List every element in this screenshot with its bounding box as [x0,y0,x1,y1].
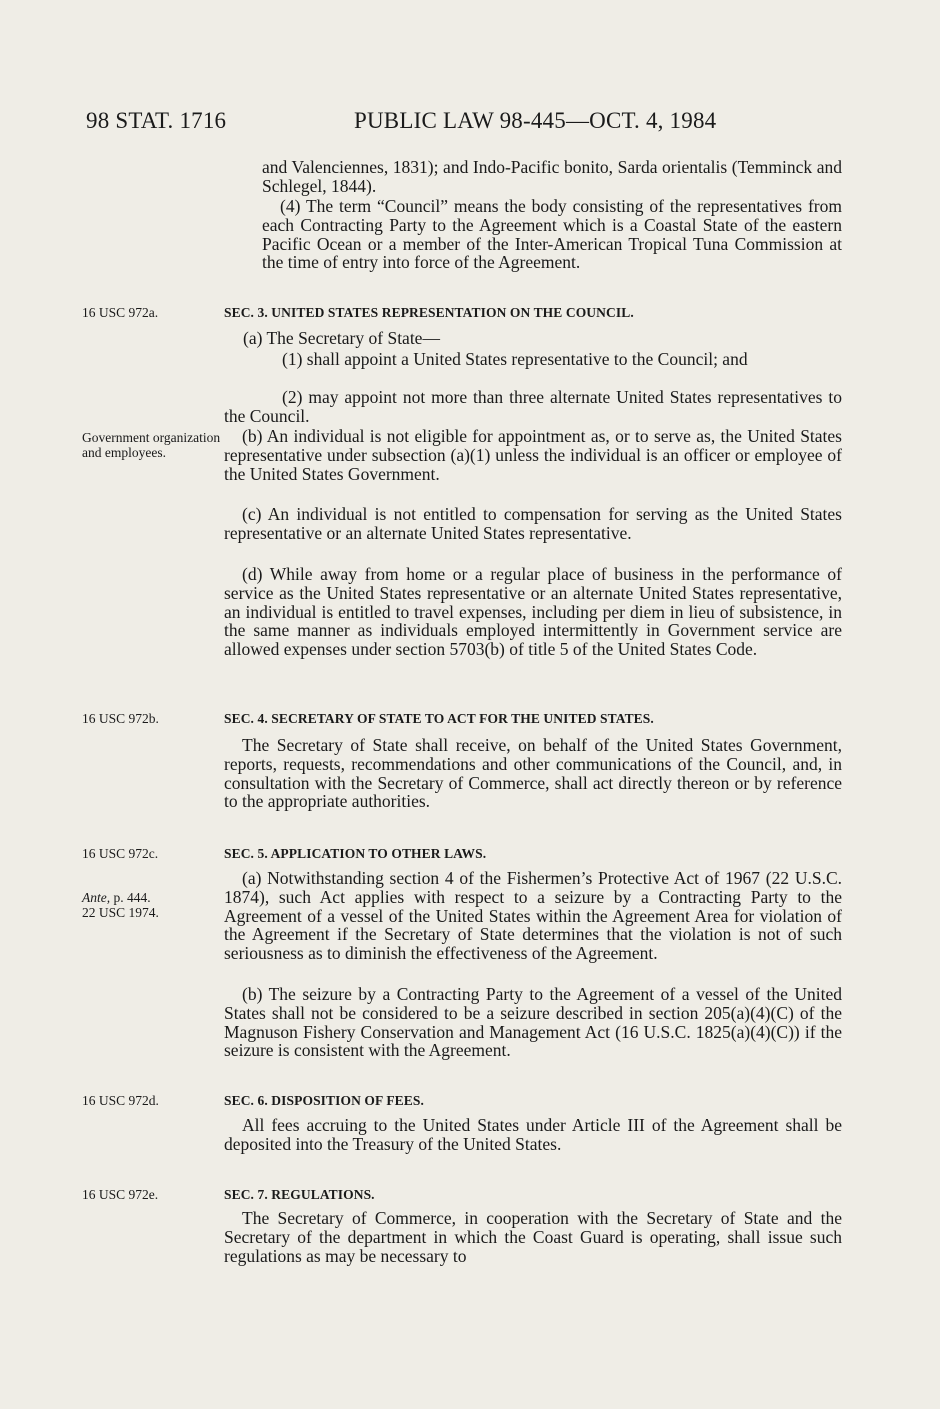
margin-note-sec4: 16 USC 972b. [82,711,159,726]
sec7-heading: SEC. 7. REGULATIONS. [224,1187,375,1202]
sec5-b: (b) The seizure by a Contracting Party to the Agreement of a vessel of the United States shall not be considered to be a seizure described in section 205(a)(4)(C) of the Magnuson Fishery Conservation and Management Act (16 U.S.C. 1825(a)(4)(C)) if the seizure is consistent with the Agreement. [224,984,842,1061]
sec6-heading: SEC. 6. DISPOSITION OF FEES. [224,1093,424,1108]
continuation-paragraph-1: and Valenciennes, 1831); and Indo-Pacific bonito, Sarda orientalis (Temminck and Schlegel, 1844). [262,157,842,196]
law-title: PUBLIC LAW 98-445—OCT. 4, 1984 [354,108,717,133]
ante-page: p. 444. [113,890,151,905]
sec3-d: (d) While away from home or a regular place of business in the performance of service as the United States representative or an alternate United States representative, an individual is entitled to travel expenses, including per diem in lieu of subsistence, in the same manner as individuals employed intermittently in Government service are allowed expenses under section 5703(b) of title 5 of the United States Code. [224,564,842,660]
sec3-a2: (2) may appoint not more than three alternate United States representatives to the Council. [224,387,842,426]
margin-note-ante [82,890,222,920]
sec4-text: The Secretary of State shall receive, on behalf of the United States Government, reports, requests, recommendations and other communications of the Council, and, in consultation with the Secretary of Commerce, shall act directly thereon or by reference to the appropriate authorities. [224,735,842,812]
sec3-a1: (1) shall appoint a United States representative to the Council; and [282,349,748,369]
page-header [86,108,736,138]
margin-note-sec7: 16 USC 972e. [82,1187,159,1202]
margin-note-sec3b: Government organization and employees. [82,430,221,460]
sec3-c: (c) An individual is not entitled to compensation for serving as the United States representative or an alternate United States representative. [224,504,842,543]
sec3-heading: SEC. 3. UNITED STATES REPRESENTATION ON THE COUNCIL. [224,305,634,320]
margin-note-sec3: 16 USC 972a. [82,305,159,320]
sec3-a: (a) The Secretary of State— [243,328,440,348]
sec4-heading: SEC. 4. SECRETARY OF STATE TO ACT FOR THE UNITED STATES. [224,711,654,726]
sec7-text: The Secretary of Commerce, in cooperation with the Secretary of State and the Secretary of the department in which the Coast Guard is operating, shall issue such regulations as may be necessary to [224,1208,842,1266]
sec6-text: All fees accruing to the United States under Article III of the Agreement shall be deposited into the Treasury of the United States. [224,1115,842,1154]
sec5-heading: SEC. 5. APPLICATION TO OTHER LAWS. [224,846,487,861]
sec5-a: (a) Notwithstanding section 4 of the Fishermen’s Protective Act of 1967 (22 U.S.C. 1874), such Act applies with respect to a seizure by a Contracting Party to the Agreement of a vessel of the United States within the Agreement Area for violation of the Agreement if the Secretary of State determines that the violation is not of such seriousness as to diminish the effectiveness of the Agreement. [224,868,842,964]
margin-note-sec6: 16 USC 972d. [82,1093,159,1108]
sec3-b: (b) An individual is not eligible for appointment as, or to serve as, the United States representative under subsection (a)(1) unless the individual is an officer or employee of the United States Government. [224,426,842,484]
continuation-paragraph-council-definition: (4) The term “Council” means the body consisting of the representatives from each Contracting Party to the Agreement which is a Coastal State of the eastern Pacific Ocean or a member of the Inter-American Tropical Tuna Commission at the time of entry into force of the Agreement. [262,196,842,273]
stat-page-number: 98 STAT. 1716 [86,108,227,133]
ante-label: Ante, [82,890,111,905]
margin-note-sec5: 16 USC 972c. [82,846,159,861]
ante-usc: 22 USC 1974. [82,905,159,920]
